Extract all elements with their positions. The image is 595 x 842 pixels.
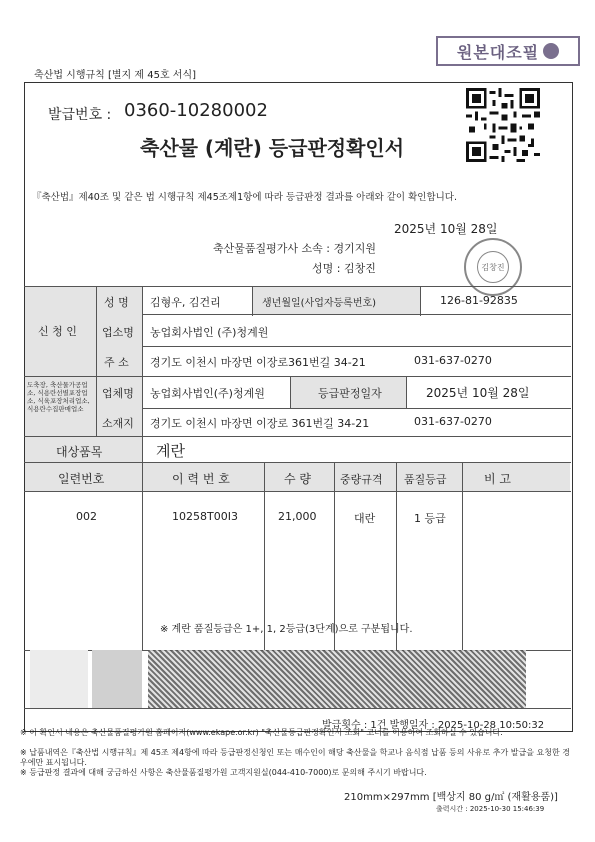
footer-note-3: ※ 등급판정 결과에 대해 궁금하신 사항은 축산물품질평가원 고객지원실(044-410-7000)로 문의해 주시기 바랍니다.: [20, 768, 427, 777]
inspector-name: 김창진: [343, 262, 376, 275]
inspector-name-label: 성명 :: [312, 262, 341, 275]
table-row-weight: 대란: [354, 512, 376, 525]
inspector-seal-icon: 김창진: [464, 238, 522, 296]
print-time: 출력시간 : 2025-10-30 15:46:39: [436, 805, 545, 813]
address-label: 주 소: [104, 356, 129, 369]
facility-location-label: 소재지: [102, 417, 134, 430]
company-label: 업소명: [102, 326, 134, 339]
table-row-grade: 1 등급: [414, 512, 446, 525]
paper-spec: 210mm×297mm [백상지 80 g/㎡ (재활용품)]: [344, 792, 558, 803]
footer-note-1: ※ 이 확인서 내용은 축산물품질평가원 홈페이지(www.ekape.or.kr) "축산물등급판정확인서 조회" 코너를 이용하여 조회하실 수 있습니다.: [20, 728, 503, 737]
issue-info: 발급횟수 : 1건 발행일자 : 2025-10-28 10:50:32: [322, 720, 545, 731]
col-header-grade: 품질등급: [404, 473, 447, 486]
facility-phone: 031-637-0270: [414, 415, 492, 428]
intro-text: 『축산법』제40조 및 같은 법 시행규칙 제45조제1항에 따라 등급판정 결과를 아래와 같이 확인합니다.: [32, 192, 458, 203]
applicant-name: 김형우, 김건리: [150, 296, 221, 309]
grading-date-label: 등급판정일자: [318, 387, 382, 400]
applicant-phone: 031-637-0270: [414, 354, 492, 367]
redacted-area: [148, 650, 526, 708]
facility-location: 경기도 이천시 마장면 이장로 361번길 34-21: [150, 417, 370, 430]
table-row-serial: 002: [76, 510, 97, 523]
redacted-area: [30, 650, 88, 708]
product-label: 대상품목: [56, 445, 103, 459]
col-header-serial: 일련번호: [58, 472, 105, 486]
col-header-weight: 중량규격: [340, 473, 383, 486]
affiliation-value: 경기지원: [333, 242, 376, 255]
applicant-address: 경기도 이천시 마장면 이장로361번길 34-21: [150, 356, 366, 369]
grade-note: ※ 계란 품질등급은 1+, 1, 2등급(3단계)으로 구분됩니다.: [160, 624, 413, 635]
col-header-trace-number: 이 력 번 호: [172, 472, 230, 486]
birth-label: 생년월일(사업자등록번호): [262, 298, 377, 309]
grading-date: 2025년 10월 28일: [426, 386, 530, 400]
col-header-quantity: 수 량: [284, 472, 311, 486]
issue-number-label: 발급번호 :: [48, 107, 112, 123]
redacted-area: [92, 650, 142, 708]
product-value: 계란: [156, 442, 185, 460]
issue-number: 0360-10280002: [124, 100, 268, 121]
document-title: 축산물 (계란) 등급판정확인서: [140, 136, 405, 160]
stamp-seal-icon: [543, 43, 559, 59]
business-number: 126-81-92835: [440, 294, 518, 307]
table-row-trace-number: 10258T00I3: [172, 510, 238, 523]
applicant-name-label: 성 명: [104, 296, 129, 309]
col-header-remarks: 비 고: [484, 472, 511, 486]
certificate-date: 2025년 10월 28일: [394, 222, 498, 236]
facility-name-label: 업체명: [102, 387, 134, 400]
table-row-quantity: 21,000: [278, 510, 317, 523]
form-reference: 축산법 시행규칙 [별지 제 45호 서식]: [34, 70, 197, 81]
company-name: 농업회사법인 (주)청계원: [150, 326, 269, 339]
applicant-section-label: 신 청 인: [38, 325, 77, 338]
affiliation-label: 축산물품질평가사 소속 :: [213, 242, 330, 255]
original-copy-stamp: 원본대조필: [436, 36, 580, 66]
footer-note-2: ※ 납품내역은『축산법 시행규칙』제 45조 제4항에 따라 등급판정신청인 또는 매수인이 해당 축산물을 학교나 음식점 납품 등의 사유로 추가 발급을 요청한 경우에만 표시됩니다.: [20, 748, 570, 767]
facility-name: 농업회사법인(주)청계원: [150, 387, 265, 400]
facility-section-label: 도축장, 축산물가공업소, 식용란선별포장업소, 식육포장처리업소, 식용란수집판매업소: [27, 381, 90, 413]
